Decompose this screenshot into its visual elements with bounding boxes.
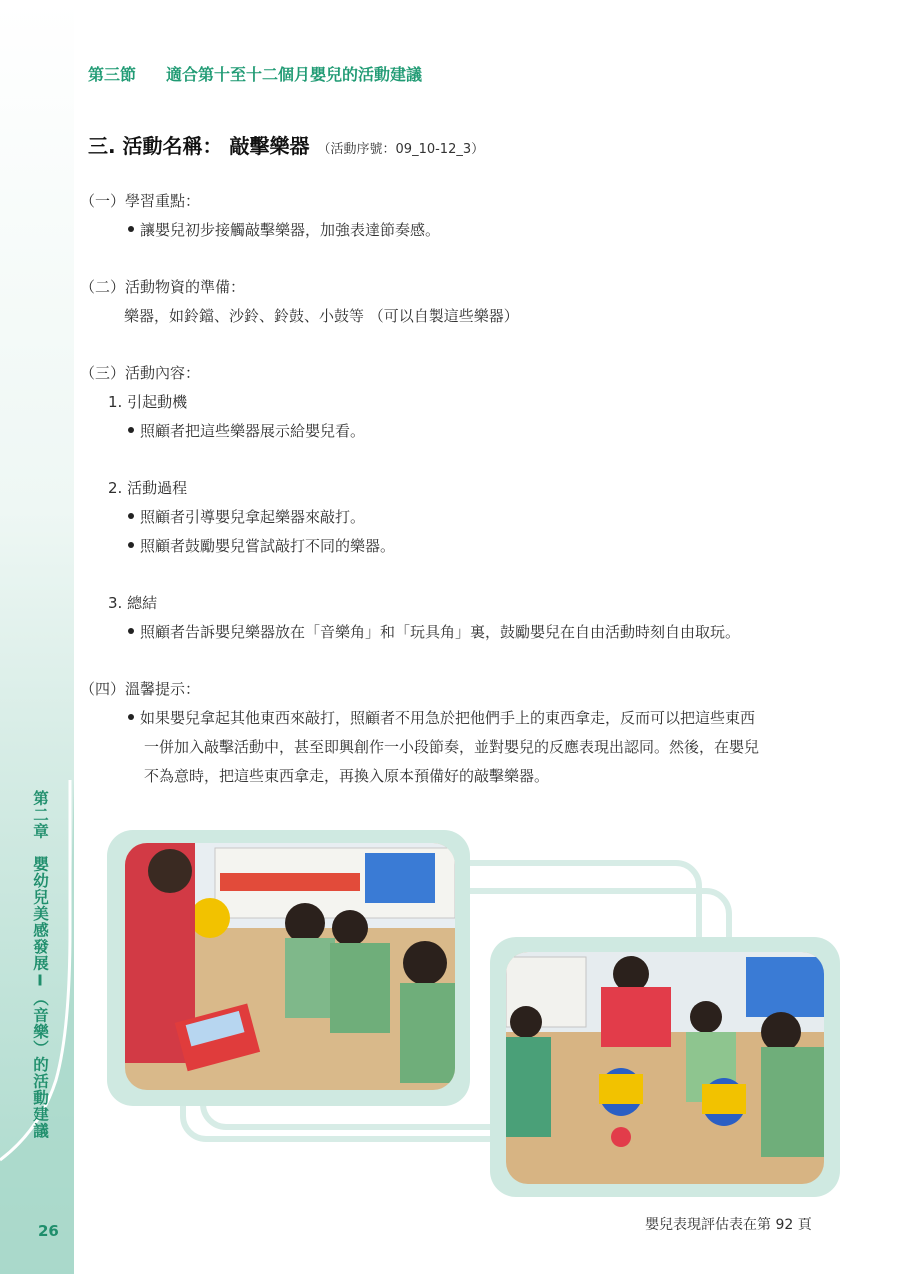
- step2-title: 2. 活動過程: [108, 479, 188, 497]
- focus-heading: （一）學習重點：: [80, 192, 201, 210]
- step3-title: 3. 總結: [108, 594, 158, 612]
- section-title: 適合第十至十二個月嬰兒的活動建議: [166, 65, 423, 84]
- tips-line: 如果嬰兒拿起其他東西來敲打，照顧者不用急於把他們手上的東西拿走，反而可以把這些東西: [128, 707, 755, 728]
- step1-title: 1. 引起動機: [108, 393, 188, 411]
- activity-title-row: [88, 130, 484, 159]
- chapter-label: 第二章 嬰幼兒美感發展I（音樂）的活動建議: [31, 790, 49, 1139]
- focus-bullet: 讓嬰兒初步接觸敲擊樂器，加強表達節奏感。: [128, 219, 440, 240]
- tips-line: 一併加入敲擊活動中，甚至即興創作一小段節奏，並對嬰兒的反應表現出認同。然後，在嬰兒: [144, 738, 760, 756]
- activity-title: 三. 活動名稱： 敲擊樂器: [88, 134, 310, 158]
- activity-code: （活動序號：09_10-12_3）: [317, 142, 485, 157]
- step2-bullet: 照顧者引導嬰兒拿起樂器來敲打。: [128, 506, 365, 527]
- assessment-page-reference: 嬰兒表現評估表在第 92 頁: [645, 1217, 812, 1233]
- content-heading: （三）活動內容：: [80, 364, 201, 382]
- tips-line: 不為意時，把這些東西拿走，再換入原本預備好的敲擊樂器。: [144, 767, 550, 785]
- activity-photo-2: [506, 952, 824, 1184]
- tips-heading: （四）溫馨提示：: [80, 680, 201, 698]
- step2-bullet: 照顧者鼓勵嬰兒嘗試敲打不同的樂器。: [128, 535, 395, 556]
- section-label: 第三節: [88, 65, 137, 84]
- activity-photo-1: [125, 843, 455, 1090]
- section-heading: [88, 62, 422, 85]
- step1-bullet: 照顧者把這些樂器展示給嬰兒看。: [128, 420, 365, 441]
- materials-text: 樂器，如鈴鐺、沙鈴、鈴鼓、小鼓等 （可以自製這些樂器）: [124, 307, 519, 325]
- materials-heading: （二）活動物資的準備：: [80, 278, 246, 296]
- step3-bullet: 照顧者告訴嬰兒樂器放在「音樂角」和「玩具角」裏，鼓勵嬰兒在自由活動時刻自由取玩。: [128, 621, 740, 642]
- page-number: 26: [38, 1222, 59, 1240]
